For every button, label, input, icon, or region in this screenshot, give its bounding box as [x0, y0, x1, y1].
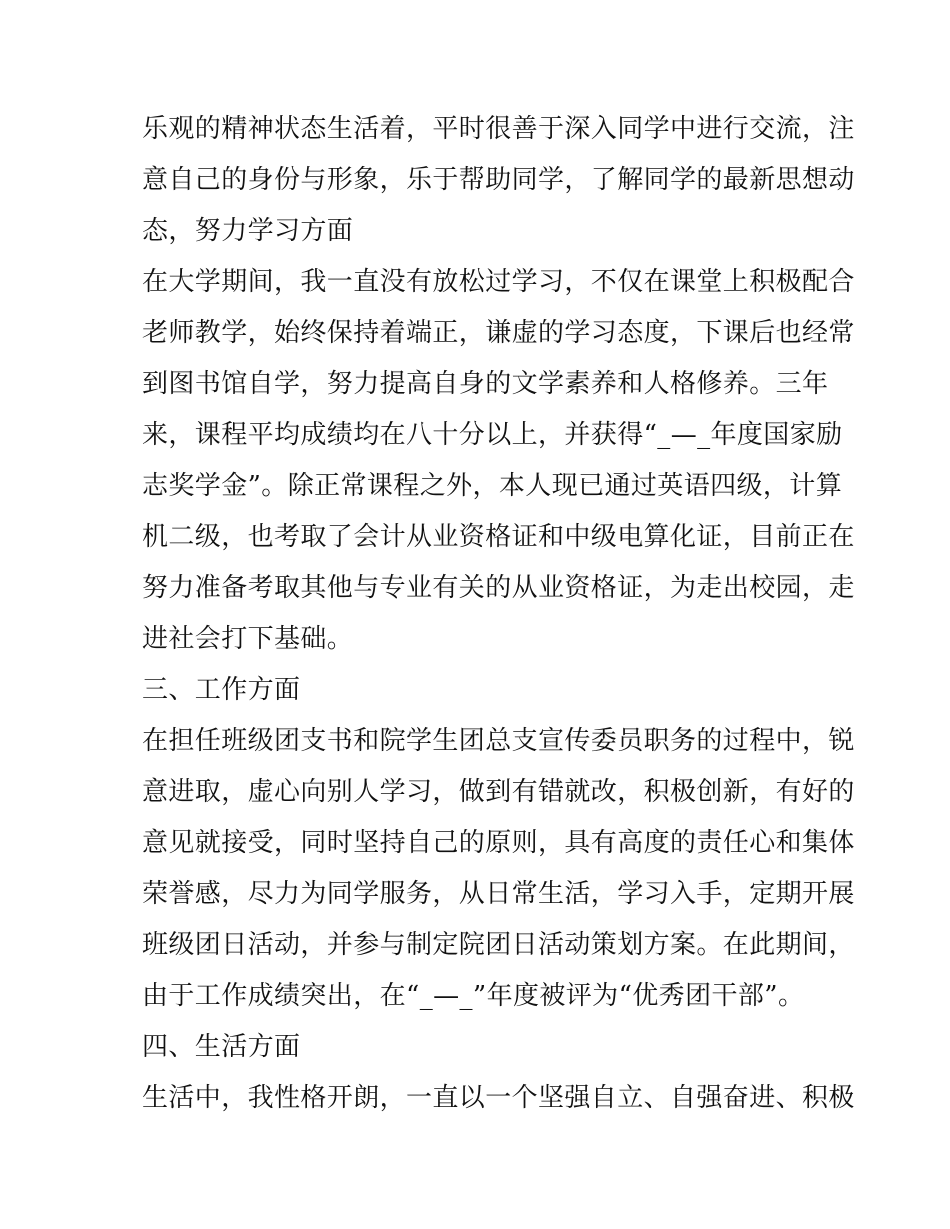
text-line: 努力准备考取其他与专业有关的从业资格证，为走出校园，走: [142, 573, 855, 603]
text-line: 老师教学，始终保持着端正，谦虚的学习态度，下课后也经常: [142, 318, 855, 348]
section-heading: 三、工作方面: [142, 675, 301, 705]
text-line: 意自己的身份与形象，乐于帮助同学，了解同学的最新思想动: [142, 165, 855, 195]
text-line: 到图书馆自学，努力提高自身的文学素养和人格修养。三年: [142, 369, 829, 399]
text-line: 进社会打下基础。: [142, 624, 354, 654]
text-line: 在担任班级团支书和院学生团总支宣传委员职务的过程中，锐: [142, 726, 855, 756]
text-line: 态，努力学习方面: [142, 216, 354, 246]
text-line: 机二级，也考取了会计从业资格证和中级电算化证，目前正在: [142, 522, 855, 552]
text-line: 班级团日活动，并参与制定院团日活动策划方案。在此期间，: [142, 930, 855, 960]
text-line: 乐观的精神状态生活着，平时很善于深入同学中进行交流，注: [142, 114, 855, 144]
text-line: 生活中，我性格开朗，一直以一个坚强自立、自强奋进、积极: [142, 1083, 855, 1113]
section-heading: 四、生活方面: [142, 1032, 301, 1062]
text-line: 由于工作成绩突出，在“_—_”年度被评为“优秀团干部”。: [142, 981, 805, 1011]
text-line: 意见就接受，同时坚持自己的原则，具有高度的责任心和集体: [142, 828, 855, 858]
text-line: 意进取，虚心向别人学习，做到有错就改，积极创新，有好的: [142, 777, 855, 807]
text-line: 荣誉感，尽力为同学服务，从日常生活，学习入手，定期开展: [142, 879, 855, 909]
text-line: 志奖学金”。除正常课程之外，本人现已通过英语四级，计算: [142, 471, 843, 501]
body-text: [142, 104, 855, 1124]
text-line: 在大学期间，我一直没有放松过学习，不仅在课堂上积极配合: [142, 267, 855, 297]
text-line: 来，课程平均成绩均在八十分以上，并获得“_—_年度国家励: [142, 420, 843, 450]
